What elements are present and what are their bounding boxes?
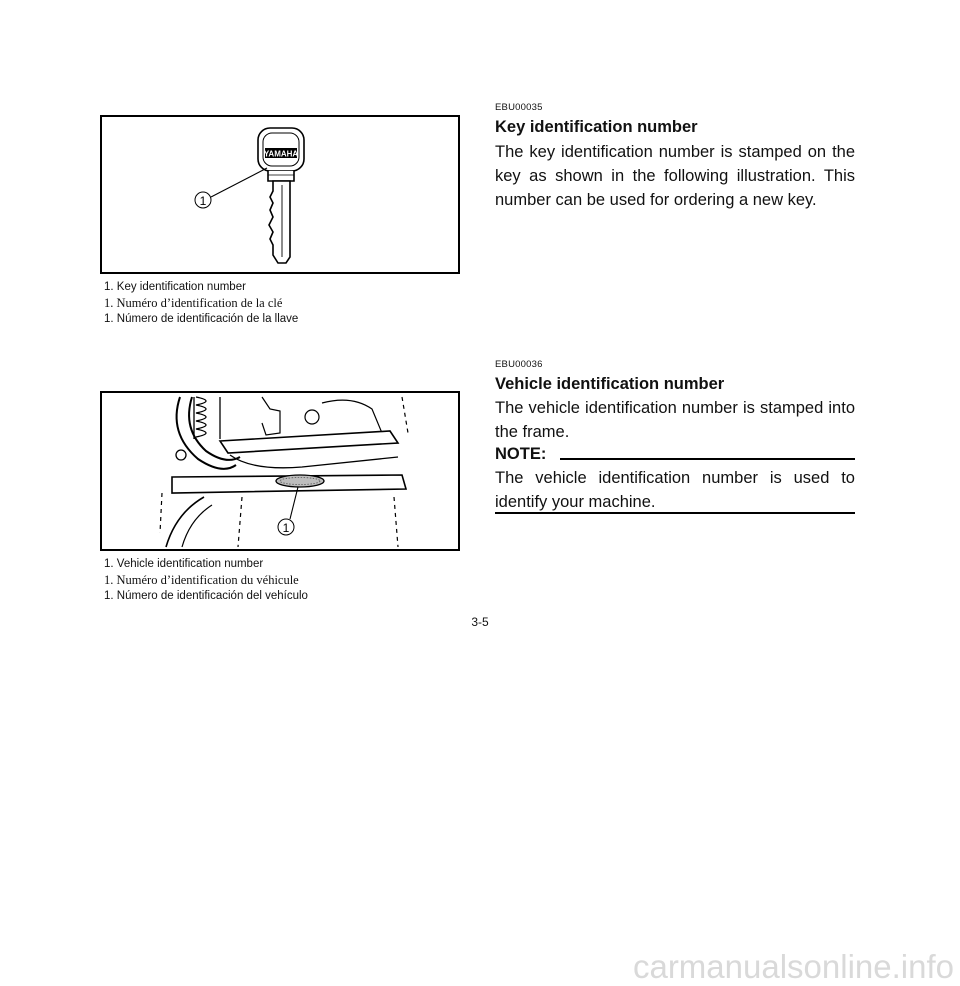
- page-number: 3-5: [471, 615, 489, 629]
- key-caption-fr: 1. Numéro d’identification de la clé: [104, 296, 283, 310]
- vehicle-figure-captions: [104, 556, 308, 604]
- key-section-body: The key identification number is stamped on the key as shown in the following illustration. This number can be used for ordering a new key.: [495, 143, 855, 209]
- key-section-code: EBU00035: [495, 102, 543, 113]
- key-caption-en: 1. Key identification number: [104, 281, 246, 293]
- vin-stamp-area: [276, 475, 324, 487]
- note-label: NOTE:: [495, 445, 547, 463]
- note-top-rule: [560, 458, 855, 460]
- note-bottom-rule: [495, 512, 855, 514]
- vehicle-frame-illustration: [102, 393, 458, 549]
- vehicle-section-title: Vehicle identification number: [495, 375, 725, 393]
- key-section-title: Key identification number: [495, 118, 698, 136]
- vehicle-section-code: EBU00036: [495, 359, 543, 370]
- watermark: carmanualsonline.info: [632, 948, 954, 985]
- vehicle-callout-number: 1: [282, 521, 290, 535]
- note-body: The vehicle identification number is used to identify your machine.: [495, 469, 855, 511]
- key-illustration: [102, 117, 458, 272]
- key-callout-leader: [211, 168, 267, 197]
- key-illustration-frame: [100, 115, 460, 274]
- key-callout-number: 1: [199, 194, 207, 208]
- vehicle-caption-en: 1. Vehicle identification number: [104, 558, 264, 570]
- vehicle-callout-leader: [290, 487, 298, 519]
- key-blade: [269, 181, 290, 263]
- key-brand-label: YAMAHA: [263, 149, 299, 159]
- vehicle-section-body: The vehicle identification number is stamped into the frame.: [495, 399, 855, 441]
- key-figure-captions: [104, 279, 298, 327]
- key-caption-es: 1. Número de identificación de la llave: [104, 313, 299, 325]
- vehicle-caption-es: 1. Número de identificación del vehículo: [104, 590, 308, 602]
- vehicle-illustration-frame: [100, 391, 460, 551]
- vehicle-caption-fr: 1. Numéro d’identification du véhicule: [104, 573, 299, 587]
